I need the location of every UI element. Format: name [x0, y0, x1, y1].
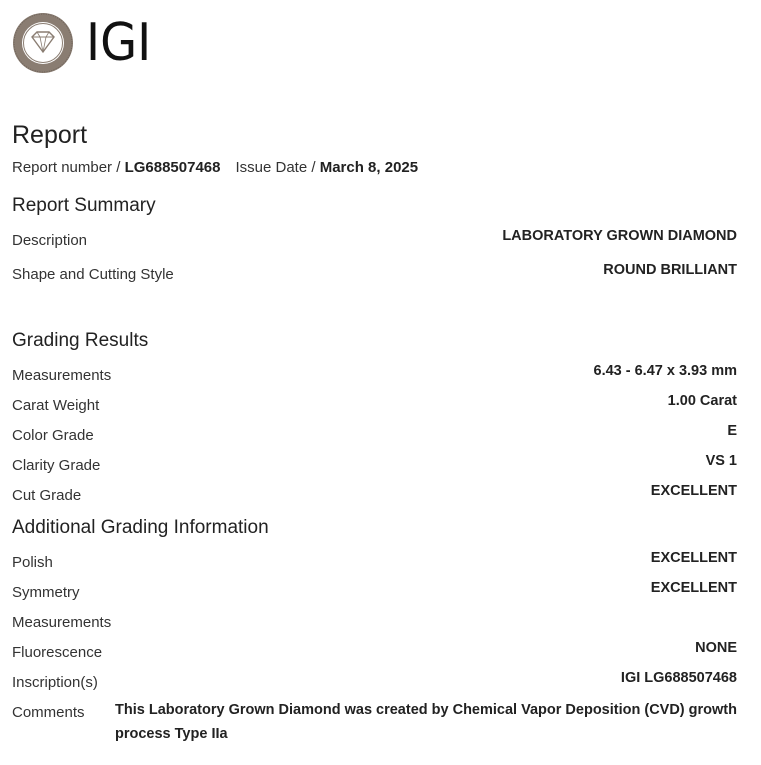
row-value-polish: EXCELLENT: [650, 550, 737, 566]
row-label-clarity-grade: Clarity Grade: [12, 457, 101, 474]
row-value-measurements: 6.43 - 6.47 x 3.93 mm: [593, 363, 737, 379]
row-label-cut-grade: Cut Grade: [12, 487, 82, 504]
row-label-inscriptions: Inscription(s): [12, 674, 98, 691]
issue-date-value: March 8, 2025: [319, 159, 419, 176]
igi-seal-icon: [12, 12, 74, 74]
row-value-cut-grade: EXCELLENT: [650, 483, 737, 499]
issue-date-label: Issue Date /: [235, 159, 320, 176]
row-value-description: LABORATORY GROWN DIAMOND: [502, 228, 737, 244]
row-label-carat-weight: Carat Weight: [12, 397, 100, 414]
section-report-summary: Report Summary: [12, 195, 156, 216]
section-additional-grading: Additional Grading Information: [12, 517, 269, 538]
row-value-carat-weight: 1.00 Carat: [667, 393, 737, 409]
igi-logo: [12, 12, 157, 74]
row-label-measurements: Measurements: [12, 367, 112, 384]
row-label-polish: Polish: [12, 554, 53, 571]
row-label-shape: Shape and Cutting Style: [12, 266, 174, 283]
page-title: Report: [12, 121, 88, 149]
report-number-label: Report number /: [12, 159, 125, 176]
row-value-inscriptions: IGI LG688507468: [620, 670, 737, 686]
row-value-comments: This Laboratory Grown Diamond was created by Chemical Vapor Deposition (CVD) growth process Type IIa: [115, 702, 737, 742]
row-label-measurements-additional: Measurements: [12, 614, 112, 631]
row-label-description: Description: [12, 232, 88, 249]
report-number-value: LG688507468: [124, 159, 221, 176]
row-label-comments: Comments: [12, 704, 85, 721]
section-grading-results: Grading Results: [12, 330, 149, 351]
row-label-color-grade: Color Grade: [12, 427, 94, 444]
row-label-fluorescence: Fluorescence: [12, 644, 103, 661]
row-value-clarity-grade: VS 1: [705, 453, 737, 469]
report-meta: [12, 159, 418, 176]
row-value-shape: ROUND BRILLIANT: [603, 262, 737, 278]
row-value-fluorescence: NONE: [695, 640, 737, 656]
igi-wordmark: IGI: [86, 13, 152, 73]
row-value-color-grade: E: [727, 423, 737, 439]
row-label-symmetry: Symmetry: [12, 584, 80, 601]
row-value-symmetry: EXCELLENT: [650, 580, 737, 596]
